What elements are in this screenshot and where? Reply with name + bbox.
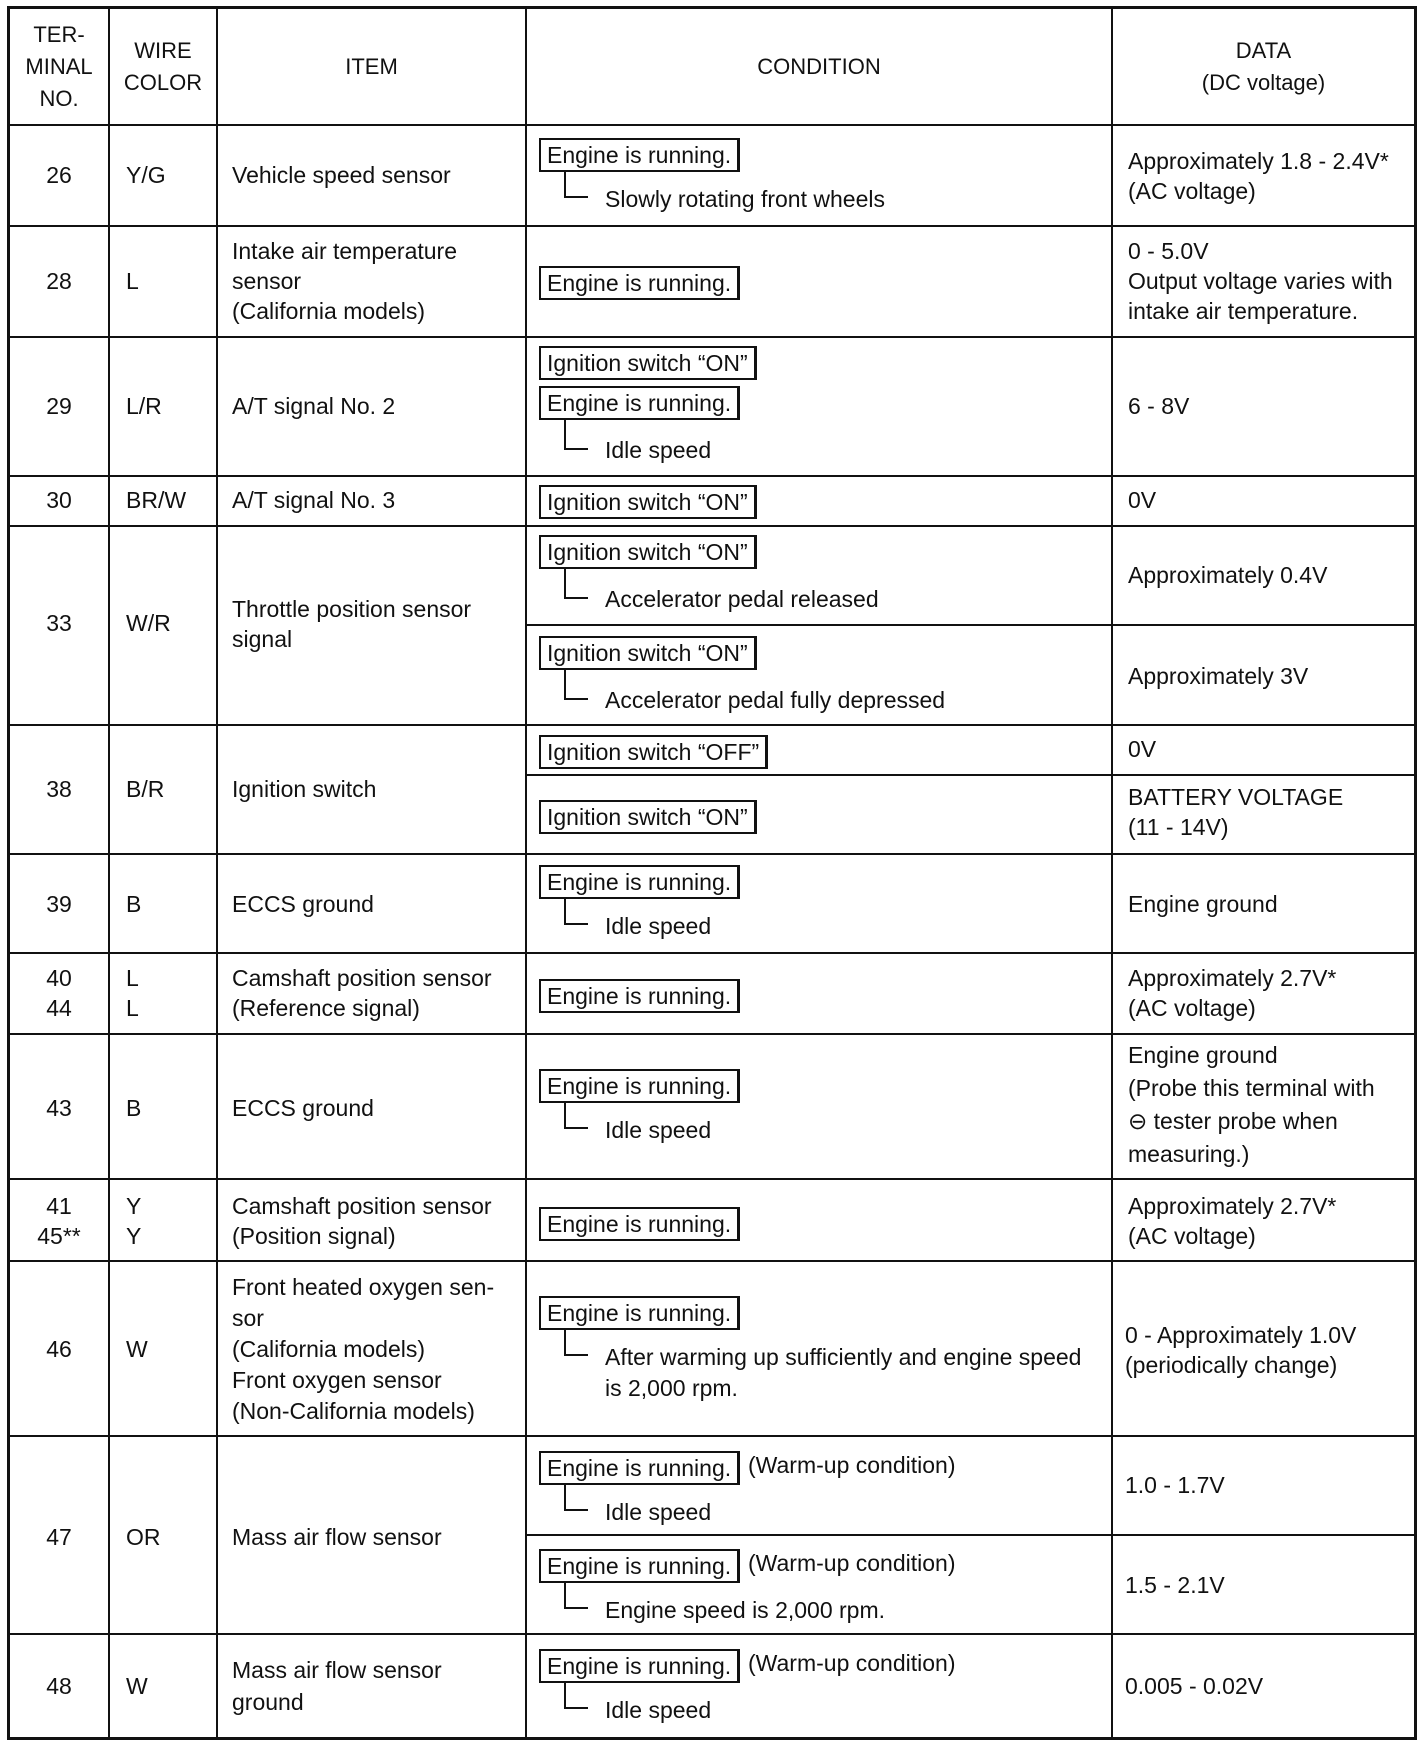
condition-detail: Idle speed: [605, 437, 712, 463]
condition-detail: Slowly rotating front wheels: [605, 186, 885, 212]
condition-note: (Warm-up condition): [748, 1550, 956, 1576]
condition-bracket: [564, 1583, 588, 1609]
wire-color: Y: [126, 1193, 142, 1219]
data-value: 0V: [1128, 736, 1157, 762]
terminal-number: 33: [46, 610, 72, 636]
data-value: 0 - 5.0V: [1128, 238, 1209, 264]
item-label: ECCS ground: [232, 891, 374, 917]
terminal-number: 26: [46, 162, 72, 188]
condition-box: Engine is running.: [539, 1069, 740, 1103]
wire-color: W: [126, 1336, 148, 1362]
item-label: sor: [232, 1305, 264, 1331]
item-label: (California models): [232, 298, 426, 324]
data-value: BATTERY VOLTAGE: [1128, 784, 1344, 810]
item-label: A/T signal No. 3: [232, 487, 396, 513]
header-data: DATA (DC voltage): [1201, 38, 1326, 95]
item-label: Throttle position sensor: [232, 596, 472, 622]
data-value: 6 - 8V: [1128, 393, 1190, 419]
data-value: (Probe this terminal with: [1128, 1075, 1375, 1101]
data-value: (11 - 14V): [1128, 814, 1229, 840]
terminal-number: 48: [46, 1673, 72, 1699]
condition-detail: Accelerator pedal fully depressed: [605, 687, 946, 713]
condition-box: Engine is running.: [539, 1451, 740, 1485]
condition-detail: Idle speed: [605, 1117, 712, 1143]
terminal-number: 41: [46, 1193, 72, 1219]
data-value: Approximately 2.7V*: [1128, 965, 1337, 991]
row-divider: [10, 952, 1414, 954]
row-divider: [10, 336, 1414, 338]
condition-box: Ignition switch “ON”: [539, 485, 757, 519]
item-label: Camshaft position sensor: [232, 1193, 492, 1219]
row-divider: [10, 1633, 1414, 1635]
item-label: Front heated oxygen sen-: [232, 1274, 495, 1300]
item-label: signal: [232, 626, 293, 652]
wire-color: L: [126, 965, 139, 991]
data-value: intake air temperature.: [1128, 298, 1359, 324]
item-label: ground: [232, 1689, 304, 1715]
terminal-number: 30: [46, 487, 72, 513]
data-value: (periodically change): [1125, 1352, 1338, 1378]
condition-bracket: [564, 1330, 588, 1356]
column-divider: [525, 9, 527, 1737]
data-value: Engine ground: [1128, 1042, 1278, 1068]
condition-detail: Engine speed is 2,000 rpm.: [605, 1597, 886, 1623]
data-value: Engine ground: [1128, 891, 1278, 917]
terminal-number: 45**: [37, 1223, 81, 1249]
wire-color: BR/W: [126, 487, 187, 513]
item-label: ECCS ground: [232, 1095, 374, 1121]
wire-color: W/R: [126, 610, 171, 636]
data-value: Approximately 3V: [1128, 663, 1309, 689]
wire-color: OR: [126, 1524, 161, 1550]
condition-note: (Warm-up condition): [748, 1452, 956, 1478]
condition-box: Engine is running.: [539, 1207, 740, 1241]
wire-color: B/R: [126, 776, 165, 802]
condition-bracket: [564, 1103, 588, 1129]
header-condition: CONDITION: [757, 54, 881, 79]
condition-detail: is 2,000 rpm.: [605, 1375, 738, 1401]
item-label: Mass air flow sensor: [232, 1657, 442, 1683]
condition-detail: Accelerator pedal released: [605, 586, 879, 612]
item-label: Ignition switch: [232, 776, 377, 802]
terminal-number: 40: [46, 965, 72, 991]
condition-detail: Idle speed: [605, 913, 712, 939]
terminal-number: 29: [46, 393, 72, 419]
condition-box: Engine is running.: [539, 386, 740, 420]
data-value: Approximately 1.8 - 2.4V*: [1128, 148, 1389, 174]
terminal-number: 47: [46, 1524, 72, 1550]
condition-box: Ignition switch “ON”: [539, 636, 757, 670]
row-divider: [10, 475, 1414, 477]
wire-color: Y: [126, 1223, 142, 1249]
item-label: sensor: [232, 268, 302, 294]
data-value: (AC voltage): [1128, 995, 1256, 1021]
condition-box: Engine is running.: [539, 1649, 740, 1683]
row-divider: [10, 724, 1414, 726]
header-item: ITEM: [345, 54, 398, 79]
data-value: Output voltage varies with: [1128, 268, 1393, 294]
wire-color: W: [126, 1673, 148, 1699]
data-value: 0 - Approximately 1.0V: [1125, 1322, 1357, 1348]
item-label: (California models): [232, 1336, 426, 1362]
condition-detail: After warming up sufficiently and engine speed: [605, 1344, 1082, 1370]
condition-bracket: [564, 899, 588, 925]
condition-box: Ignition switch “ON”: [539, 346, 757, 380]
condition-detail: Idle speed: [605, 1697, 712, 1723]
row-divider: [10, 1178, 1414, 1180]
condition-box: Ignition switch “OFF”: [539, 735, 768, 769]
item-label: (Position signal): [232, 1223, 396, 1249]
condition-bracket: [564, 569, 588, 599]
condition-bracket: [564, 172, 588, 198]
condition-box: Ignition switch “ON”: [539, 535, 757, 569]
item-label: Front oxygen sensor: [232, 1367, 442, 1393]
data-value: 1.0 - 1.7V: [1125, 1472, 1225, 1498]
row-divider: [10, 1260, 1414, 1262]
terminal-number: 39: [46, 891, 72, 917]
item-label: Mass air flow sensor: [232, 1524, 442, 1550]
condition-bracket: [564, 420, 588, 450]
condition-box: Engine is running.: [539, 1296, 740, 1330]
row-divider: [10, 525, 1414, 527]
wire-color: L: [126, 995, 139, 1021]
data-value: (AC voltage): [1128, 178, 1256, 204]
data-value: (AC voltage): [1128, 1223, 1256, 1249]
row-divider: [10, 1033, 1414, 1035]
column-divider: [1111, 9, 1113, 1737]
row-divider: [10, 853, 1414, 855]
condition-box: Engine is running.: [539, 979, 740, 1013]
data-value: measuring.): [1128, 1141, 1250, 1167]
terminal-number: 43: [46, 1095, 72, 1121]
data-value: 0V: [1128, 487, 1157, 513]
wire-color: L/R: [126, 393, 162, 419]
row-divider: [525, 1534, 1414, 1536]
condition-box: Engine is running.: [539, 138, 740, 172]
header-terminal-no: TER- MINAL NO.: [25, 22, 93, 111]
item-label: (Non-California models): [232, 1398, 475, 1424]
data-value: Approximately 2.7V*: [1128, 1193, 1337, 1219]
condition-box: Engine is running.: [539, 1549, 740, 1583]
wire-color: B: [126, 1095, 142, 1121]
condition-bracket: [564, 1485, 588, 1511]
row-divider: [525, 774, 1414, 776]
condition-box: Engine is running.: [539, 266, 740, 300]
row-divider: [525, 624, 1414, 626]
data-value: 0.005 - 0.02V: [1125, 1673, 1264, 1699]
terminal-number: 44: [46, 995, 72, 1021]
condition-box: Ignition switch “ON”: [539, 800, 757, 834]
wire-color: L: [126, 268, 139, 294]
item-label: Vehicle speed sensor: [232, 162, 451, 188]
row-divider: [10, 1435, 1414, 1437]
specification-table: [7, 6, 1417, 1740]
terminal-number: 46: [46, 1336, 72, 1362]
column-divider: [216, 9, 218, 1737]
header-wire-color: WIRE COLOR: [123, 38, 203, 95]
item-label: Intake air temperature: [232, 238, 458, 264]
wire-color: Y/G: [126, 162, 166, 188]
item-label: A/T signal No. 2: [232, 393, 396, 419]
condition-box: Engine is running.: [539, 865, 740, 899]
condition-bracket: [564, 670, 588, 700]
row-divider: [10, 225, 1414, 227]
wire-color: B: [126, 891, 142, 917]
data-value: Approximately 0.4V: [1128, 562, 1328, 588]
row-divider: [10, 124, 1414, 126]
terminal-number: 38: [46, 776, 72, 802]
item-label: Camshaft position sensor: [232, 965, 492, 991]
condition-note: (Warm-up condition): [748, 1650, 956, 1676]
data-value: 1.5 - 2.1V: [1125, 1572, 1225, 1598]
terminal-number: 28: [46, 268, 72, 294]
condition-detail: Idle speed: [605, 1499, 712, 1525]
condition-bracket: [564, 1683, 588, 1709]
item-label: (Reference signal): [232, 995, 420, 1021]
column-divider: [108, 9, 110, 1737]
data-value: ⊖ tester probe when: [1128, 1108, 1338, 1134]
